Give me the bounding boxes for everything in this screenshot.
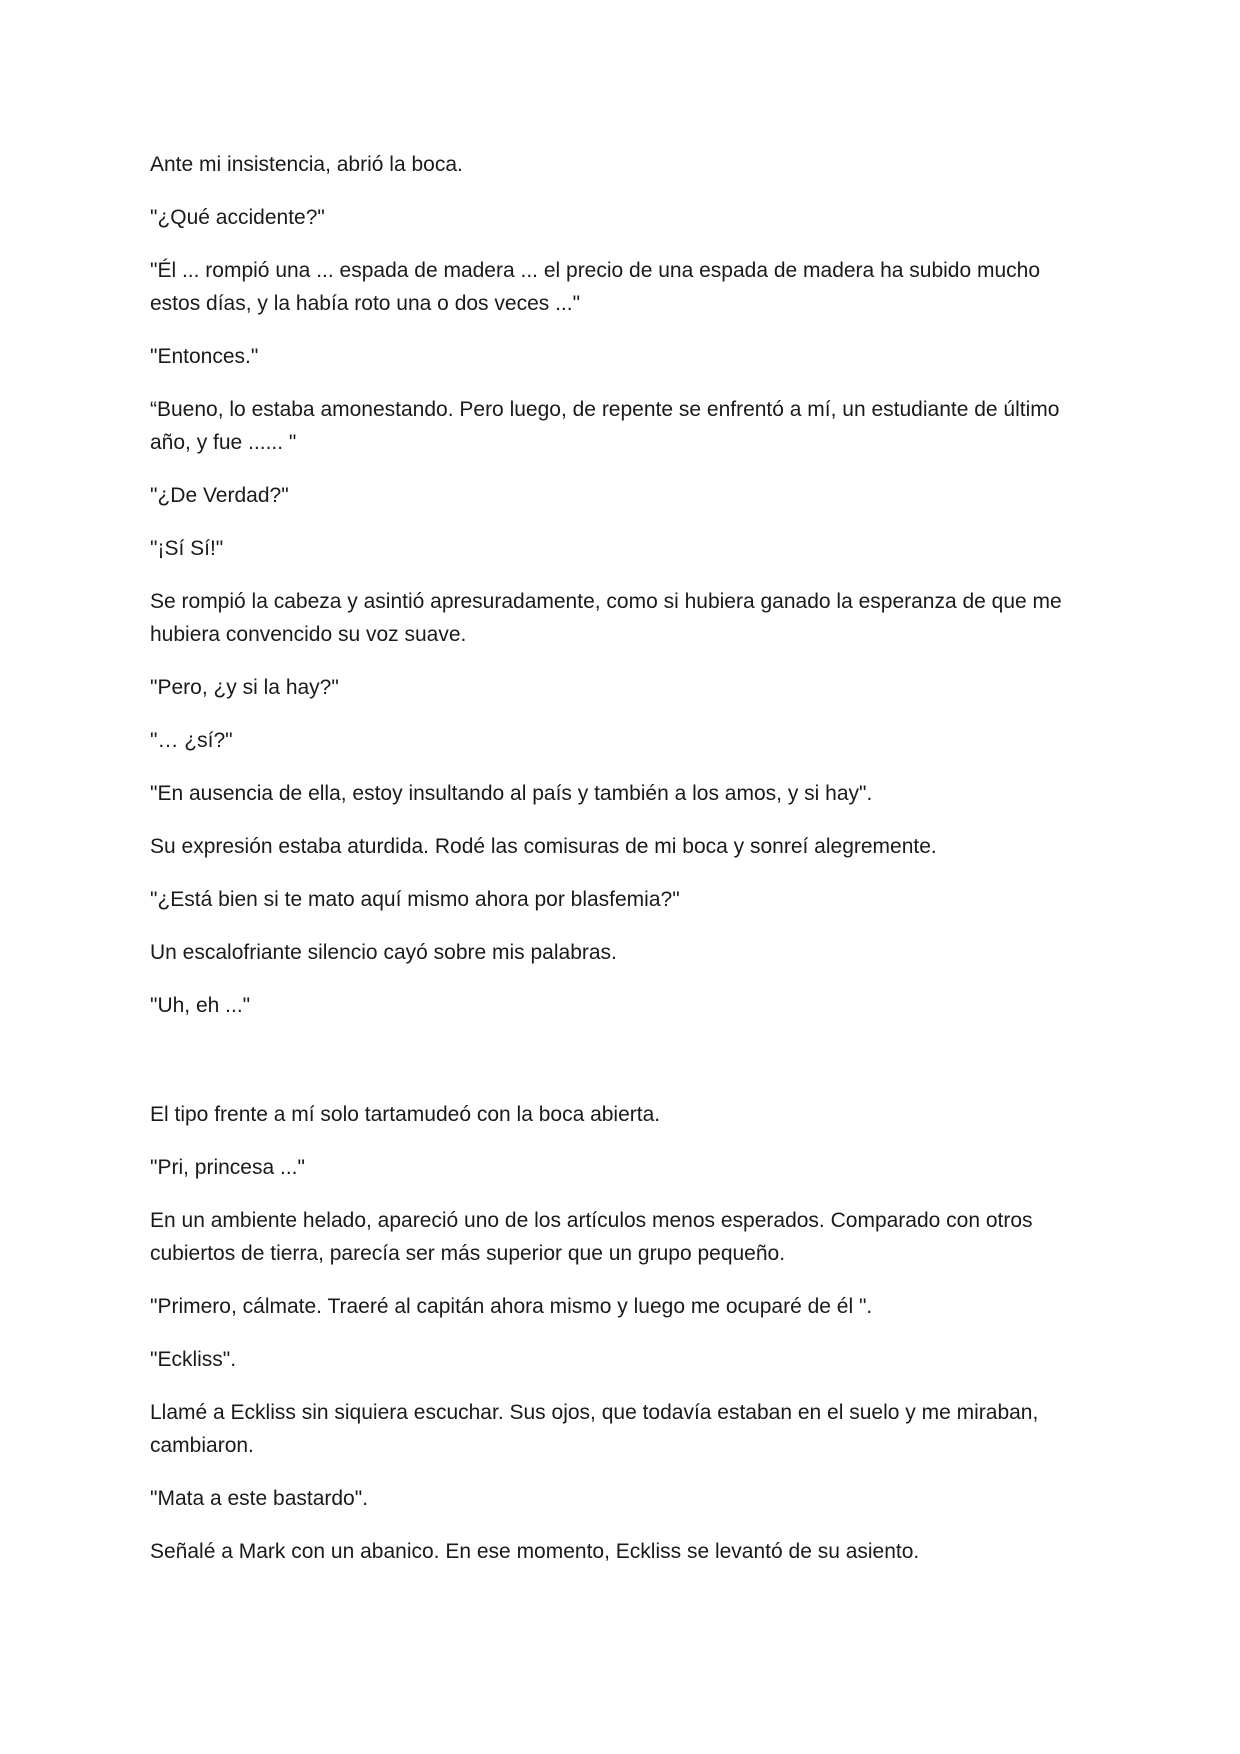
paragraph: "Pero, ¿y si la hay?" (150, 676, 339, 699)
paragraph: "Uh, eh ..." (150, 994, 251, 1017)
document-page (150, 148, 1090, 1588)
paragraph: "Pri, princesa ..." (150, 1156, 305, 1179)
paragraph: En un ambiente helado, apareció uno de los artículos menos esperados. Comparado con otros cubiertos de tierra, parecía ser más superior que un grupo pequeño. (150, 1209, 1033, 1265)
paragraph: "¡Sí Sí!" (150, 537, 224, 560)
paragraph: “Bueno, lo estaba amonestando. Pero luego, de repente se enfrentó a mí, un estudiante de último año, y fue ...... " (150, 398, 1060, 454)
paragraph: "… ¿sí?" (150, 729, 233, 752)
paragraph: "Él ... rompió una ... espada de madera ... el precio de una espada de madera ha subido mucho estos días, y la había roto una o dos veces ..." (150, 259, 1041, 315)
paragraph: "Mata a este bastardo". (150, 1487, 369, 1510)
paragraph: Ante mi insistencia, abrió la boca. (150, 153, 463, 176)
paragraph: "En ausencia de ella, estoy insultando al país y también a los amos, y si hay". (150, 782, 873, 805)
paragraph: "Entonces." (150, 345, 259, 368)
paragraph: Señalé a Mark con un abanico. En ese momento, Eckliss se levantó de su asiento. (150, 1540, 920, 1563)
paragraph: "¿Está bien si te mato aquí mismo ahora por blasfemia?" (150, 888, 680, 911)
paragraph: El tipo frente a mí solo tartamudeó con la boca abierta. (150, 1103, 661, 1126)
paragraph: Llamé a Eckliss sin siquiera escuchar. Sus ojos, que todavía estaban en el suelo y me miraban, cambiaron. (150, 1401, 1039, 1457)
paragraph: Un escalofriante silencio cayó sobre mis palabras. (150, 941, 617, 964)
paragraph: "Eckliss". (150, 1348, 237, 1371)
paragraph: Su expresión estaba aturdida. Rodé las comisuras de mi boca y sonreí alegremente. (150, 835, 937, 858)
paragraph: Se rompió la cabeza y asintió apresuradamente, como si hubiera ganado la esperanza de que me hubiera convencido su voz suave. (150, 590, 1062, 646)
paragraph: "¿Qué accidente?" (150, 206, 325, 229)
section-2 (150, 1098, 1090, 1568)
section-break (150, 1042, 1090, 1098)
section-1 (150, 148, 1090, 1022)
paragraph: "Primero, cálmate. Traeré al capitán ahora mismo y luego me ocuparé de él ". (150, 1295, 873, 1318)
paragraph: "¿De Verdad?" (150, 484, 289, 507)
